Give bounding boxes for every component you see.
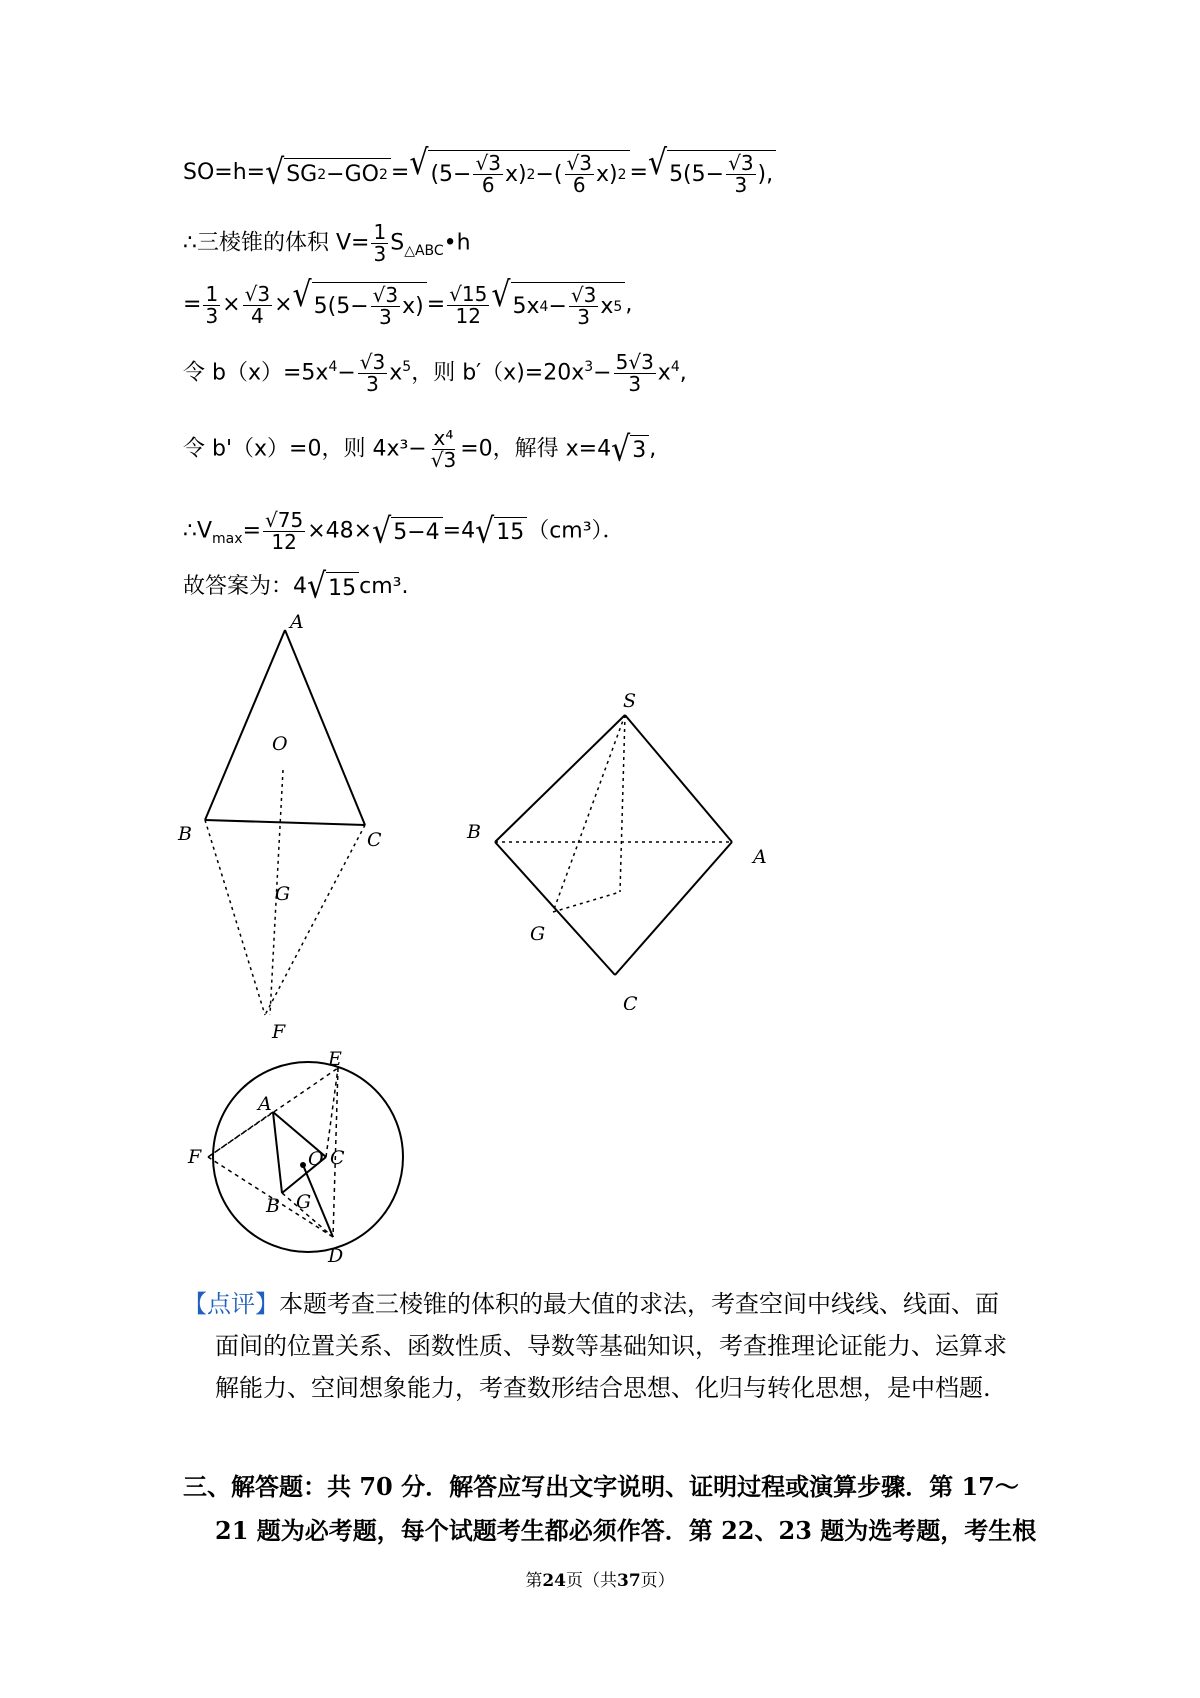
- fraction: $\frac{√3}{3}$: [372, 283, 399, 329]
- figure-pyramid-sabc: [455, 680, 785, 1010]
- footer-suffix: 页）: [640, 1571, 675, 1591]
- edge-sg: [553, 715, 625, 912]
- sqrt: √ 3: [611, 435, 649, 465]
- footer-mid: 页（共: [566, 1571, 617, 1591]
- text: （cm³）．: [527, 518, 625, 544]
- fraction: $\frac{√75}{12}$: [265, 508, 304, 554]
- exp: 2: [526, 166, 536, 183]
- text: S: [390, 230, 405, 256]
- text: ,: [679, 360, 687, 386]
- text: •h: [443, 230, 471, 256]
- text: x: [389, 360, 403, 386]
- exp: 4: [328, 359, 338, 376]
- label-c: C: [623, 993, 638, 1010]
- text: cm³.: [359, 574, 409, 599]
- text: ,: [625, 292, 633, 317]
- fraction: $\frac{5√3}{3}$: [615, 350, 654, 396]
- edge-af: [208, 1112, 273, 1157]
- text: 5x: [512, 293, 540, 319]
- derivation-line-6: [183, 510, 625, 553]
- text: x): [595, 161, 618, 187]
- edge-cf: [265, 825, 365, 1015]
- subscript: max: [212, 530, 243, 547]
- label-s: S: [623, 690, 637, 712]
- fraction: $\frac{√3}{3}$: [359, 350, 386, 396]
- edge-ac: [285, 630, 365, 825]
- text: (5−: [430, 161, 472, 187]
- text: =: [242, 518, 261, 544]
- section-line-1: 三、解答题：共 70 分．解答应写出文字说明、证明过程或演算步骤．第 17～: [183, 1472, 1019, 1501]
- edge-ac: [615, 842, 732, 975]
- sqrt: √ 5x 4 − $\frac{√3}{3}$ x 5: [491, 282, 625, 328]
- fraction: $\frac{√3}{6}$: [566, 151, 592, 197]
- edge-bf: [205, 820, 265, 1015]
- edge-go: [553, 892, 620, 912]
- fraction: $\frac{\text{x⁴}}{√3}$: [430, 426, 457, 472]
- review-paragraph: [183, 1283, 1043, 1409]
- label-b: B: [178, 823, 192, 845]
- text: 5(5−: [669, 161, 725, 187]
- label-e: E: [328, 1048, 342, 1070]
- label-g: G: [530, 923, 546, 945]
- edge-sa: [625, 715, 732, 842]
- label-g: G: [275, 883, 291, 905]
- label-o: O: [272, 733, 288, 755]
- text: ，则 b′（x)=20x: [411, 360, 585, 386]
- sqrt: √ 5(5− $\frac{√3}{3}$ ),: [648, 150, 776, 196]
- text: 故答案为：4: [183, 574, 307, 599]
- section-heading: [183, 1465, 1043, 1553]
- text: −GO: [326, 161, 379, 187]
- fraction: $\frac{√3}{4}$: [244, 281, 271, 328]
- exp: 4: [670, 359, 680, 376]
- derivation-line-1: [183, 143, 776, 197]
- height-so: [620, 715, 625, 892]
- subscript: △ABC: [404, 242, 444, 259]
- text: =: [390, 160, 410, 185]
- review-line-2: 面间的位置关系、函数性质、导数等基础知识，考查推理论证能力、运算求: [215, 1332, 1007, 1360]
- exp: 2: [317, 166, 327, 183]
- text: 令 b'（x）=0，则 4x³−: [183, 436, 427, 462]
- text: 5(5−: [313, 293, 369, 319]
- text: ×48×: [307, 518, 373, 544]
- text: =: [183, 292, 202, 317]
- derivation-line-4: [183, 352, 687, 395]
- exp: 2: [378, 166, 388, 183]
- fraction: $\frac{1}{3}$: [373, 220, 387, 266]
- text: −: [593, 360, 612, 386]
- label-c: C: [330, 1147, 345, 1169]
- label-a: A: [290, 611, 304, 633]
- page-footer: [0, 1566, 1200, 1591]
- label-f: F: [188, 1146, 202, 1168]
- text: x: [657, 360, 671, 386]
- fraction: $\frac{√3}{6}$: [475, 151, 501, 197]
- label-d: D: [328, 1245, 344, 1267]
- label-b: B: [467, 821, 481, 843]
- text: ,: [649, 436, 657, 462]
- sqrt: √ 5(5− $\frac{√3}{3}$ x): [293, 282, 427, 328]
- footer-prefix: 第: [525, 1571, 543, 1591]
- fraction: $\frac{√3}{3}$: [728, 151, 754, 197]
- text: =0，解得 x=4: [460, 436, 612, 462]
- text: −: [548, 293, 567, 319]
- exp: 3: [584, 359, 594, 376]
- exp: 5: [402, 359, 412, 376]
- exp: 2: [617, 166, 627, 183]
- fraction: $\frac{1}{3}$: [205, 281, 219, 328]
- label-a: A: [753, 846, 767, 868]
- text: =: [629, 160, 648, 185]
- text: −(: [535, 161, 563, 187]
- text: =: [426, 292, 446, 317]
- text: ),: [757, 161, 774, 187]
- review-line-1: 本题考查三棱锥的体积的最大值的求法，考查空间中线线、线面、面: [279, 1290, 999, 1318]
- figure-circle: [178, 1040, 428, 1275]
- fraction: $\frac{√15}{12}$: [449, 281, 488, 328]
- text: x): [402, 293, 424, 319]
- sqrt: √ SG 2 −GO 2: [265, 158, 391, 188]
- label-g: G: [296, 1191, 312, 1213]
- edge-bc: [205, 820, 365, 825]
- total-pages: 37: [617, 1571, 641, 1591]
- sqrt: √ 15: [475, 517, 527, 547]
- text: 令 b（x）=5x: [183, 360, 329, 386]
- text: x): [504, 161, 527, 187]
- edge-sb: [495, 715, 625, 842]
- text: ∴V: [183, 518, 213, 544]
- edge-ab: [273, 1112, 282, 1193]
- text: ×: [274, 292, 293, 317]
- sqrt: √ (5− $\frac{√3}{6}$ x) 2 −( $\frac{√3}{6}$ x) 2: [409, 150, 629, 196]
- page-number: 24: [542, 1571, 566, 1591]
- review-tag: 【点评】: [183, 1290, 279, 1318]
- fraction: $\frac{√3}{3}$: [570, 283, 597, 329]
- derivation-line-3: [183, 275, 633, 329]
- label-f: F: [272, 1021, 286, 1040]
- answer-line: [183, 566, 409, 607]
- derivation-line-2: [183, 222, 471, 265]
- exp: 4: [539, 298, 549, 315]
- label-o: O: [308, 1148, 324, 1170]
- sqrt: √ 5−4: [372, 517, 443, 547]
- review-line-3: 解能力、空间想象能力，考查数形结合思想、化归与转化思想，是中档题.: [215, 1374, 991, 1402]
- exp: 5: [613, 298, 623, 315]
- figure-triangle-abc-f: [160, 610, 420, 1040]
- derivation-line-5: [183, 428, 656, 471]
- section-line-2: 21 题为必考题，每个试题考生都必须作答．第 22、23 题为选考题，考生根: [215, 1516, 1037, 1545]
- center-point: [300, 1162, 306, 1168]
- sqrt: √ 15: [307, 572, 359, 602]
- text: SG: [286, 161, 318, 187]
- edge-ab: [205, 630, 285, 820]
- text: ×: [222, 292, 241, 317]
- text: x: [600, 293, 614, 319]
- label-a: A: [258, 1093, 272, 1115]
- label-b: B: [266, 1195, 280, 1217]
- text: SO=h=: [183, 160, 266, 185]
- text: =4: [442, 518, 476, 544]
- text: ∴三棱锥的体积 V=: [183, 230, 370, 256]
- label-c: C: [367, 829, 382, 851]
- text: −: [337, 360, 356, 386]
